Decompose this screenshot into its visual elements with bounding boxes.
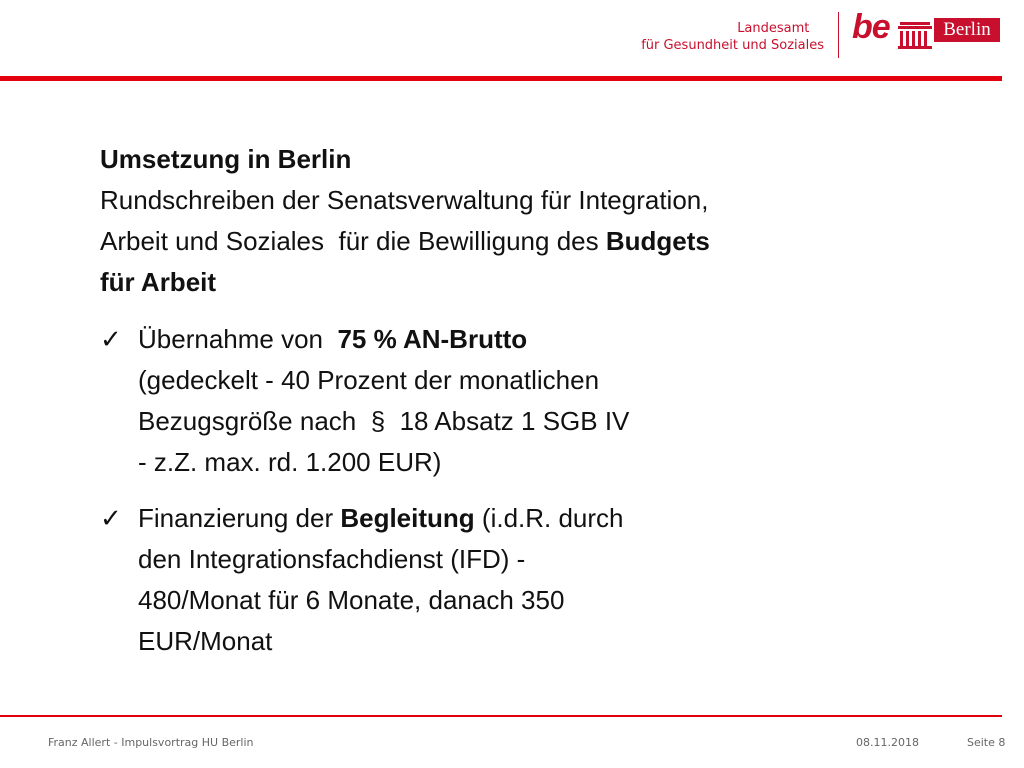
header-divider (838, 12, 839, 58)
intro-line-2 (100, 221, 960, 262)
header-rule (0, 76, 1002, 81)
brandenburg-gate-icon (896, 20, 934, 50)
bullet-list (100, 319, 960, 662)
agency-line-2: für Gesundheit und Soziales (641, 38, 824, 53)
checkmark-icon: ✓ (100, 324, 122, 354)
item-2-line-3: 480/Monat für 6 Monate, danach 350 (138, 585, 565, 615)
item-2-bold: Begleitung (340, 503, 475, 533)
item-2-text: Finanzierung der (138, 503, 341, 533)
item-1-line-4: - z.Z. max. rd. 1.200 EUR) (138, 447, 442, 477)
logo-berlin-box: Berlin (934, 18, 1000, 42)
item-1-line-2: (gedeckelt - 40 Prozent der monatlichen (138, 365, 600, 395)
intro-line-1: Rundschreiben der Senatsverwaltung für Integration, (100, 185, 709, 215)
agency-name (641, 20, 824, 54)
footer-page-number: Seite 8 (967, 736, 1006, 749)
logo-be-text: be (852, 8, 890, 46)
list-item (100, 319, 818, 483)
agency-line-1: Landesamt (737, 21, 810, 36)
item-1-text: Übernahme von (138, 324, 338, 354)
intro-fuer-arbeit-bold: für Arbeit (100, 267, 217, 297)
intro-line-2-text: Arbeit und Soziales für die Bewilligung des (100, 226, 606, 256)
intro-budget-bold: Budgets (605, 226, 710, 256)
checkmark-icon: ✓ (100, 503, 122, 533)
intro-line-3 (100, 262, 960, 303)
item-1-line-3: Bezugsgröße nach § 18 Absatz 1 SGB IV (138, 406, 630, 436)
footer-date: 08.11.2018 (856, 736, 919, 749)
intro-paragraph (100, 180, 960, 303)
item-2-line-4: EUR/Monat (138, 626, 273, 656)
list-item (100, 498, 818, 662)
slide-content (100, 138, 960, 677)
footer-author: Franz Allert - Impulsvortrag HU Berlin (48, 736, 254, 749)
item-1-bold: 75 % AN-Brutto (337, 324, 528, 354)
item-2-text-after: (i.d.R. durch (474, 503, 624, 533)
item-1-line-1 (138, 319, 818, 360)
berlin-logo (852, 8, 1002, 58)
slide-heading: Umsetzung in Berlin (100, 144, 352, 174)
footer-rule (0, 715, 1002, 717)
item-2-line-1 (138, 498, 818, 539)
item-2-line-2: den Integrationsfachdienst (IFD) - (138, 544, 526, 574)
